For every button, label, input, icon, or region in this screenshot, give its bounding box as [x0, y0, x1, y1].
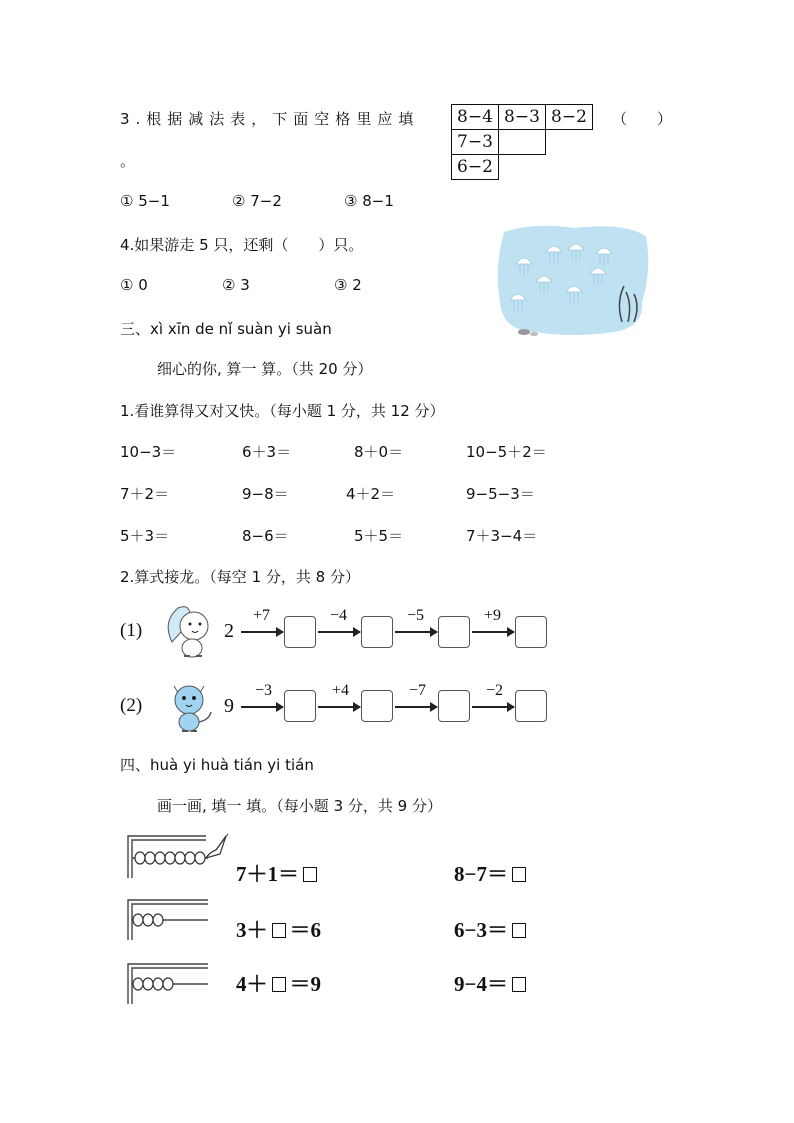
draw-eq-left-tail: ＝9 — [289, 972, 321, 996]
q3-option-3[interactable]: ③ 8−1 — [344, 192, 394, 210]
calc-item[interactable]: 8＋0＝ — [354, 443, 404, 461]
arrow — [318, 631, 360, 633]
chain-op: −4 — [330, 607, 348, 624]
arrow — [472, 631, 514, 633]
calc-item[interactable]: 7＋3−4＝ — [466, 527, 538, 545]
table-blank-cell — [499, 130, 546, 155]
q4-option-2[interactable]: ② 3 — [222, 276, 250, 294]
calc-item[interactable]: 10−5＋2＝ — [466, 443, 547, 461]
blank-square[interactable] — [272, 923, 286, 938]
q3-option-1[interactable]: ① 5−1 — [120, 192, 170, 210]
draw-eq-left-text: 7＋1＝ — [236, 862, 299, 886]
answer-box[interactable] — [284, 690, 316, 722]
calc-item[interactable]: 8−6＝ — [242, 527, 289, 545]
q3-period: 。 — [120, 152, 136, 170]
blank-square[interactable] — [512, 923, 526, 938]
draw-eq-right — [454, 858, 530, 888]
arrow — [395, 631, 437, 633]
blank-square[interactable] — [512, 977, 526, 992]
draw-eq-right — [454, 968, 530, 998]
q3-option-2[interactable]: ② 7−2 — [232, 192, 282, 210]
q3-answer-blank[interactable]: （ ） — [612, 110, 673, 128]
answer-box[interactable] — [361, 616, 393, 648]
table-cell: 8−2 — [546, 105, 593, 130]
calc-item[interactable]: 9−5−3＝ — [466, 485, 535, 503]
draw-eq-right-text: 9−4＝ — [454, 972, 508, 996]
arrow — [318, 706, 360, 708]
arrow — [241, 631, 283, 633]
answer-box[interactable] — [438, 690, 470, 722]
calc-item[interactable]: 7＋2＝ — [120, 485, 170, 503]
section-4-subheading: 画一画, 填一 填。（每小题 3 分，共 9 分） — [157, 797, 442, 815]
q4-option-3[interactable]: ③ 2 — [334, 276, 362, 294]
calc-item[interactable]: 4＋2＝ — [346, 485, 396, 503]
table-cell: 8−4 — [452, 105, 499, 130]
blank-square[interactable] — [303, 867, 317, 882]
calc-item[interactable]: 5＋3＝ — [120, 527, 170, 545]
answer-box[interactable] — [515, 690, 547, 722]
chain-op: −3 — [255, 682, 273, 699]
chain-question-title: 2.算式接龙。（每空 1 分，共 8 分） — [120, 568, 360, 586]
draw-eq-left-text: 4＋ — [236, 972, 268, 996]
blank-square[interactable] — [272, 977, 286, 992]
q4-option-1[interactable]: ① 0 — [120, 276, 148, 294]
calc-item[interactable]: 10−3＝ — [120, 443, 177, 461]
calc-item[interactable]: 5＋5＝ — [354, 527, 404, 545]
draw-eq-left-tail: ＝6 — [289, 918, 321, 942]
calc-question-title: 1.看谁算得又对又快。（每小题 1 分，共 12 分） — [120, 402, 445, 420]
draw-eq-right-text: 8−7＝ — [454, 862, 508, 886]
chain-op: +7 — [253, 607, 271, 624]
draw-eq-right-text: 6−3＝ — [454, 918, 508, 942]
draw-eq-left-text: 3＋ — [236, 918, 268, 942]
draw-eq-left — [236, 914, 321, 944]
q3-question: 3.根据减法表，下面空格里应填 — [120, 110, 420, 128]
answer-box[interactable] — [284, 616, 316, 648]
chain-op: −7 — [409, 682, 427, 699]
section-4-heading: 四、huà yi huà tián yi tián — [120, 756, 314, 774]
jellyfish-illustration — [494, 222, 654, 340]
calc-item[interactable]: 9−8＝ — [242, 485, 289, 503]
answer-box[interactable] — [438, 616, 470, 648]
abacus-7-beads — [124, 832, 234, 880]
draw-eq-left — [236, 858, 321, 888]
arrow — [395, 706, 437, 708]
cat-icon — [164, 676, 216, 736]
table-cell: 7−3 — [452, 130, 499, 155]
arrow — [472, 706, 514, 708]
chain-2-label: (2) — [120, 695, 143, 716]
chain-1-start: 2 — [224, 620, 234, 642]
blank-square[interactable] — [512, 867, 526, 882]
subtraction-table — [451, 104, 593, 180]
chain-op: −2 — [486, 682, 504, 699]
q4-question: 4.如果游走 5 只，还剩（ ）只。 — [120, 236, 364, 254]
abacus-3-beads — [124, 896, 214, 942]
squirrel-icon — [162, 602, 214, 662]
table-cell: 6−2 — [452, 155, 499, 180]
chain-2-start: 9 — [224, 695, 234, 717]
calc-item[interactable]: 6＋3＝ — [242, 443, 292, 461]
table-cell: 8−3 — [499, 105, 546, 130]
arrow — [241, 706, 283, 708]
chain-op: +9 — [484, 607, 502, 624]
answer-box[interactable] — [361, 690, 393, 722]
chain-op: −5 — [407, 607, 425, 624]
answer-box[interactable] — [515, 616, 547, 648]
draw-eq-right — [454, 914, 530, 944]
section-3-subheading: 细心的你, 算一 算。（共 20 分） — [157, 360, 373, 378]
draw-eq-left — [236, 968, 321, 998]
chain-op: +4 — [332, 682, 350, 699]
abacus-4-beads — [124, 960, 214, 1006]
section-3-heading: 三、xì xīn de nǐ suàn yi suàn — [120, 320, 332, 338]
chain-1-label: (1) — [120, 620, 143, 641]
